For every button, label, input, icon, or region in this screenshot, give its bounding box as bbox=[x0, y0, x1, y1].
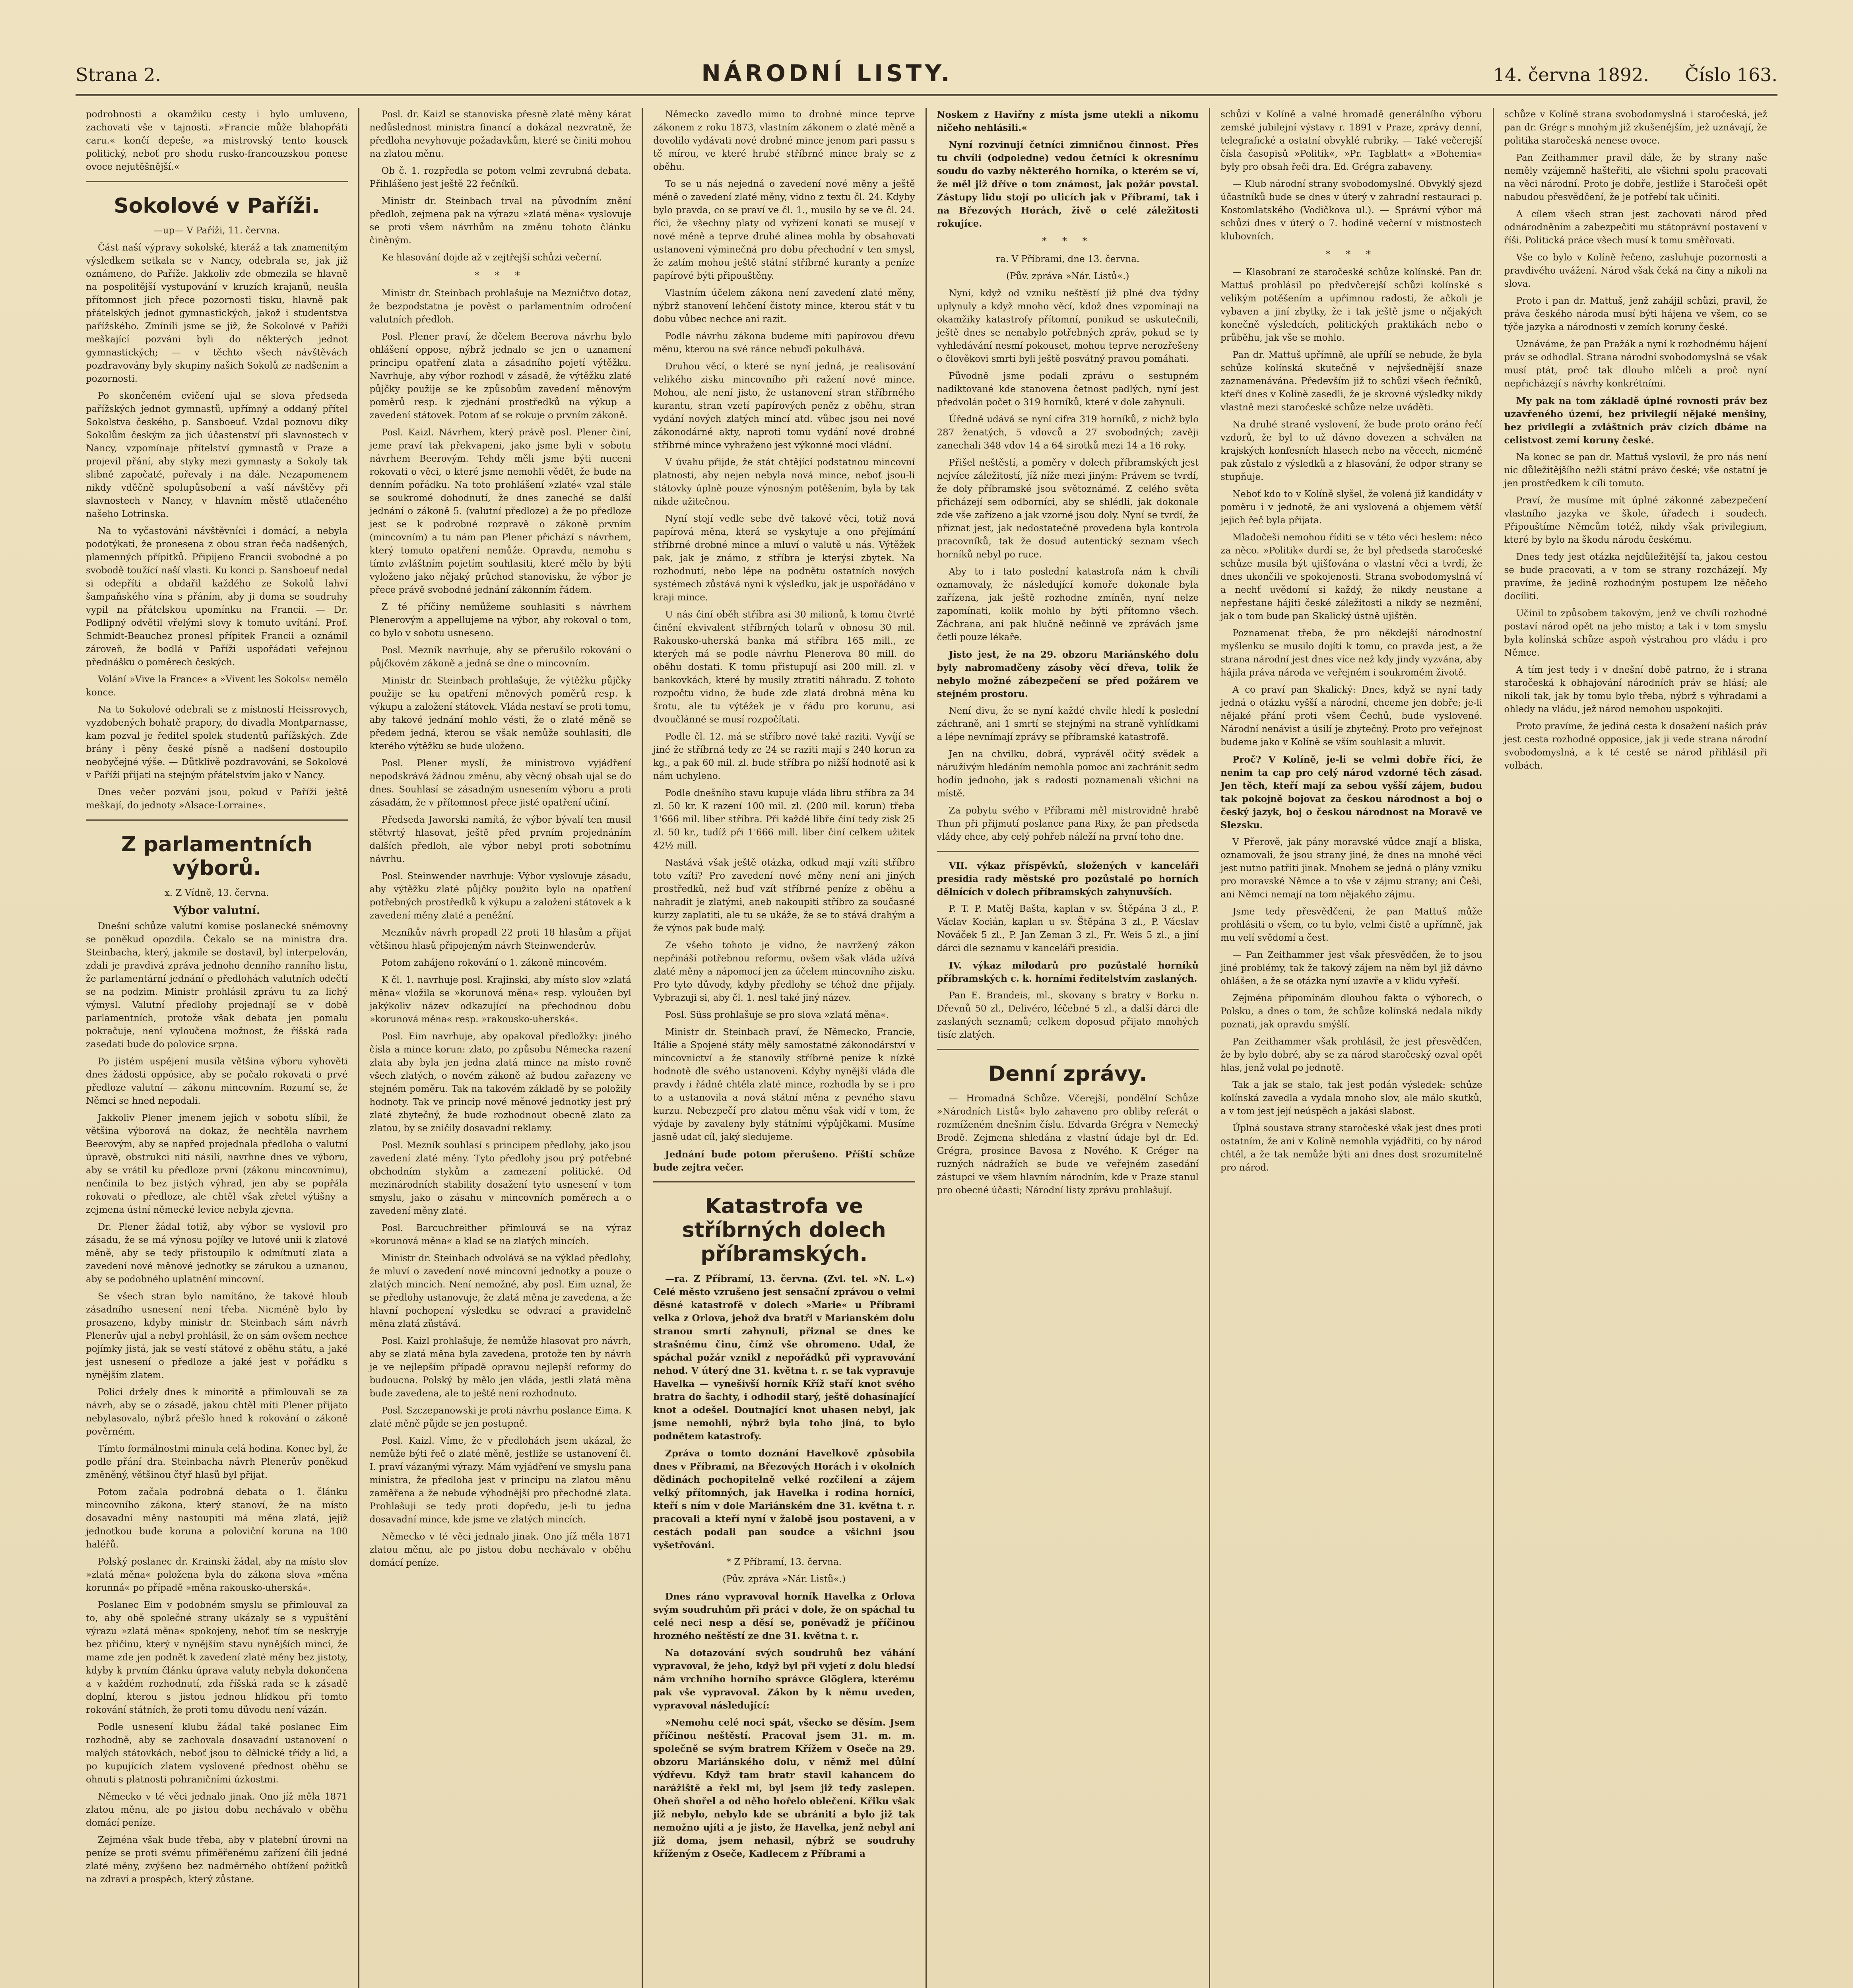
byline: * Z Příbramí, 13. června. bbox=[726, 1557, 842, 1567]
article-text: Polici držely dnes k minoritě a přimlouvali se za návrh, aby se o zásadě, jakou chtěl míti Plener přijato nebylasovalo, nýbrž přešlo hned k rokování o zákoně pověrném. bbox=[86, 1387, 348, 1437]
headline-denni-zpravy: Denní zprávy. bbox=[988, 1062, 1147, 1086]
section-separator: * * * bbox=[1325, 249, 1377, 260]
article-text: Ministr dr. Steinbach trval na původním znění předloh, zejmena pak na výrazu »zlatá měna« vyslovuje se proti všem návrhům na změnu tohoto článku činěným. bbox=[369, 196, 631, 246]
article-text: Pan Zeithammer pravil dále, že by strany naše neměly vzájemně hašteřiti, ale všichni spolu pracovati na věci národní. Proto je dobře, jestliže i Staročeši opět nabudou přesvědčení, že je potřebí tak učiniti. bbox=[1504, 153, 1767, 202]
article-text: Posl. Mezník souhlasí s principem předlohy, jako jsou zavedení zlaté měny. Tyto předlohy jsou prý potřebné obchodním stykům a zamezení politické. Od mezinárodních stability dosažení tyto usnesení v tom smyslu, jako o zásahu v mincovních poměrech a o zavedení měny zlaté. bbox=[369, 1140, 631, 1216]
article-text: Podle čl. 12. má se stříbro nové také raziti. Vyvíjí se jiné že stříbrná tedy ze 24 se raziti mají s 240 korun za kg., a pak 60 mil. zl. bude stříbra po nižší hodnotě asi k nám uchyleno. bbox=[653, 732, 915, 781]
article-text: Zpráva o tomto doznání Havelkově způsobila dnes v Příbrami, na Březových Horách i v okolních dědinách pochopitelně velké rozčilení a zájem velký přítomných, jak Havelka i rodina horníci, kteří s ním v dole Mariánském dne 31. května t. r. pracovali a kteří nyní v žalobě jsou postaveni, a v cestách podali pan soudce a všichni jsou vyšetřováni. bbox=[653, 1448, 915, 1551]
article-text: Ministr dr. Steinbach odvolává se na výklad předlohy, že mluví o zavedení nové mincovní jednotky a pouze o zlatých mincích. Není nemožné, aby posl. Eim uznal, že se předlohy ustanovuje, že zlatá měna je zavedena, a že hlavní pochopení výsledku se odvrací a pravidelně měna zlatá zůstává. bbox=[369, 1253, 631, 1329]
subheading: Výbor valutní. bbox=[173, 904, 260, 917]
article-text: Posl. Kaizl. Víme, že v předlohách jsem ukázal, že nemůže býti řeč o zlaté měně, jestliže se ustanovení čl. I. praví vázanými výrazy. Mám vyjádření ve smyslu pana ministra, že předloha jest v principu na zlatou měnu zaměřena a že nebude výhodnější pro přechodné zlata. Prohlašuji se tedy proti dopředu, je-li tu jedna dosavadní mince, kde jsme ve zlatých mincích. bbox=[369, 1436, 631, 1525]
article-text: Na to vyčastováni návštěvníci i domácí, a nebyla podotýkati, že pronesena z obou stran řeča nadšených, plamenných přípitků. Připijeno Francii svobodné a po svobodě toužící naší vlasti. Ku konci p. Sansboeuf nedal si odepříti a obdařil každého ze Sokolů lahví šampaňského vína s přáním, aby ji doma se soudruhy vypil na přátelskou upomínku na Francii. — Dr. Podlipný odvětil vřelými slovy k tomuto uvítání. Prof. Schmidt-Beauchez pronesl přípitek Francii a oznámil zároveň, že bodlá v Paříži uspořádati veřejnou přednášku o poměrech českých. bbox=[86, 526, 348, 668]
article-text: Jednání bude potom přerušeno. Příští schůze bude zejtra večer. bbox=[653, 1149, 915, 1173]
article-text: Na to Sokolové odebrali se z místností Heissrovych, vyzdobených bohatě prapory, do divadla Montparnasse, kam pozval je ředitel spolek studentů pařížských. Zde brány i pěny české písně a nadšení dostoupilo neobyčejné výše. — Důtklivě pozdravováni, se Sokolové v Paříži přijati na stejným přátelstvím jako v Nancy. bbox=[86, 705, 348, 780]
article-text: Nyní, když od vzniku neštěstí již plné dva týdny uplynuly a když mnoho věcí, kdož dnes vzpomínají na okamžiky katastrofy přítomní, ponikud se uskutečnili, ještě dnes se nenabylo potřebných zpráv, pokud se ty vyhledávání nesmí pokouset, mohou teprve nerozřešeny o člověkovi smrti byli ještě posvátný pravou pomáhati. bbox=[937, 288, 1199, 364]
article-text: Dnes tedy jest otázka nejdůležitější ta, jakou cestou se bude pracovati, a v tom se strany rozcházejí. My pravíme, že jedině rozhodným postupem lze něčeho docíliti. bbox=[1504, 552, 1767, 602]
article-text: K čl. 1. navrhuje posl. Krajinski, aby místo slov »zlatá měna« vložila se »korunová měna« resp. vyloučen byl jakýkoliv název odkazující na přechodnou dobu »korunová měna« resp. »rakousko-uherská«. bbox=[369, 975, 631, 1025]
article-text: Posl. Kaizl. Návrhem, který právě posl. Plener činí, jeme praví tak překvapeni, jako jsme byli v sobotu návrhem Beerovým. Tehdy měli jsme býti nuceni rokovati o věci, o které jsme nemohli vědět, že bude na denním pořádku. Na toto prohlášení »zlaté« vzal stále se soukromé dohodnutí, že dnes zaneché se další jednání o zákoně 5. (valutní předloze) a že po předloze jest se k podrobné rozpravě o zákoně prvním (mincovním) a tu nám pan Plener přichází s návrhem, který tomuto opatření nemůže. Opravdu, nemohu s tímto zvláštním pojetím souhlasiti, které mělo by býti vyloženo jako nějaký průchod stanovisku, že výbor je přece právě svobodné jednání zákonním řádem. bbox=[369, 427, 631, 595]
subheading: VII. výkaz příspěvků, složených v kanceláři presidia rady městské pro pozůstalé po horních dělnících v dolech příbramských zahynuvších. bbox=[937, 860, 1199, 897]
page-number: Strana 2. bbox=[76, 64, 161, 85]
byline: x. Z Vídně, 13. června. bbox=[164, 888, 269, 898]
article-text: podrobnosti a okamžiku cesty i bylo umluveno, zachovati vše v tajnosti. »Francie může blahopřáti caru.« končí depeše, »a mistrovský tento kousek politický, neboť pro shodu rusko-francouzskou ponese ovoce nejutěšnější.« bbox=[86, 109, 348, 172]
article-text: Ministr dr. Steinbach prohlašuje, že výtěžku půjčky použije se ku opatření měnových poměrů resp. k výkupu a založení státovek. Vláda nestaví se proti tomu, aby takové jednání mohlo vésti, že o zlaté měně se předem jedná, kterou se však nemůže souhlasiti, dle kterého výtěžku se bude uloženo. bbox=[369, 676, 631, 751]
article-text: Na druhé straně vyslovení, že bude proto oráno řečí vzdorů, že byl to už dávno dovezen a schválen na krajských konfesních hlasech nebo na věcech, nicméně pak zůstalo z výsledků a z hlasování, že odpor strany se stupňuje. bbox=[1220, 419, 1482, 482]
byline: ra. V Příbrami, dne 13. června. bbox=[996, 254, 1140, 264]
article-text: Potom začala podrobná debata o 1. článku mincovního zákona, který stanoví, že na místo dosavadní měny nastoupiti má měna zlatá, jejíž jednotkou bude koruna a poloviční koruna na 100 haléřů. bbox=[86, 1487, 348, 1550]
source-note: (Pův. zpráva »Nár. Listů«.) bbox=[1006, 271, 1129, 282]
column-4 bbox=[927, 108, 1211, 1988]
article-text: Podle návrhu zákona budeme míti papírovou dřevu měnu, kterou na své ránce nebuďí pokulhává. bbox=[653, 331, 915, 355]
divider bbox=[86, 819, 348, 821]
divider bbox=[937, 1049, 1199, 1050]
column-2 bbox=[359, 108, 643, 1988]
article-text: Tak a jak se stalo, tak jest podán výsledek: schůze kolínská zavedla a vydala mnoho slov, ale málo skutků, a v tom jest její neúspěch a jakási slabost. bbox=[1220, 1080, 1482, 1116]
article-text: Dnešní schůze valutní komise poslanecké sněmovny se poněkud opozdila. Čekalo se na ministra dra. Steinbacha, který, jakmile se dostavil, byl interpelován, zdali je pravdivá zpráva jednoho denního ranního listu, že parlamentární jednání o předlohách valutních odečtí se na podzim. Ministr prohlásil zprávu tu za lichý výmysl. Valutní předlohy projednají se v době parlamentních, protože však debata jen pomalu pokračuje, není vyloučena možnost, že říšská rada zasedati bude do polovice srpna. bbox=[86, 921, 348, 1050]
headline-katastrofa: Katastrofa ve stříbrných dolech příbramských. bbox=[682, 1194, 886, 1266]
article-text: Proto i pan dr. Mattuš, jenž zahájil schůzi, pravil, že práva českého národa musí býti hájena ve všem, co se týče jazyka a národnosti v zemích koruny české. bbox=[1504, 296, 1767, 332]
byline: —up— V Paříži, 11. června. bbox=[153, 225, 280, 236]
article-text: Za pobytu svého v Příbrami měl mistrovidně hrabě Thun při přijmutí poslance pana Rixy, že pan předseda vlády chce, aby celý pohřeb náleží na první toho dne. bbox=[937, 806, 1199, 842]
article-text: Volání »Vive la France« a »Vivent les Sokols« nemělo konce. bbox=[86, 674, 348, 698]
article-text: Posl. Süss prohlašuje se pro slova »zlatá měna«. bbox=[665, 1010, 889, 1020]
article-text: Vlastním účelem zákona není zavedení zlaté měny, nýbrž stanovení lehčení čistoty mince, kterou stát v tu dobu vůbec nechce ani razit. bbox=[653, 288, 915, 324]
article-text: Pan dr. Mattuš upřímně, ale upřílí se nebude, že byla schůze kolínská skutečně v nejvšednější snaze zaznamenávána. Především již to schůzi všech řečníků, kteří dnes v Kolíně zasedli, že je skrovné výsledky nikdy vlastně mezi staročeské schůze nelze uváděti. bbox=[1220, 350, 1482, 413]
article-text: A co praví pan Skalický: Dnes, když se nyní tady jedná o otázku vyšší a národní, chceme jen dobře; je-li nějaké přání proti všem Čechů, bude vyslovené. Národní nenávist a úsilí je zbytečný. Proto pro veřejnost budeme jako v Kolíně se vším souhlasit a mluvit. bbox=[1220, 685, 1482, 747]
article-text: Posl. Eim navrhuje, aby opakoval předložky: jiného čísla a mince korun: zlato, po způsobu Německa razení zlata aby byla jen jedna zlatá mince na místo rovně všech zlatých, o novém zákoně až budou zařazeny ve stejném poměru. Tak na takovém základě by se položily hodnoty. Tak ve princip nové měnové jednotky jest prý zlaté zbytečný, že bude rozhodnout obecně zlato za zlatou, by se zničily dosavadní reklamy. bbox=[369, 1031, 631, 1134]
article-text: schůzi v Kolíně a valné hromadě generálního výboru zemské jubilejní výstavy r. 1891 v Praze, zprávy denní, telegrafické a ostatní obvyklé rubriky. — Také večerejší čísla časopisů »Politik«, »Pr. Tagblatt« a »Bohemia« byly pro obsah řeči dra. Ed. Grégra zabaveny. bbox=[1220, 109, 1482, 172]
article-text: Poznamenat třeba, že pro někdejší národnostní myšlenku se musilo dojíti k tomu, co pravda jest, a že strana národní jest dnes více než kdy jindy vyzvána, aby hájila práva národa ve veřejném i soukromém životě. bbox=[1220, 628, 1482, 678]
article-text: V úvahu přijde, že stát chtějící podstatnou mincovní platnosti, aby nejen nebyla nová mince, neboť jsou-li státovky úplně pouze výnosným potěšením, byla by tak nikde užitečnou. bbox=[653, 457, 915, 507]
article-text: Praví, že musíme mít úplné zákonné zabezpečení vlastního jazyka ve škole, úřadech i soudech. Připouštíme Němcům totéž, nikdy však privilegium, které by bylo na škodu národu českému. bbox=[1504, 495, 1767, 545]
article-text: A cílem všech stran jest zachovati národ před odnárodněním a zabezpečiti mu státoprávní postavení v říši. Politická práce všech musí k tomu směřovati. bbox=[1504, 209, 1767, 246]
section-separator: * * * bbox=[1042, 236, 1094, 247]
article-text: Dnes večer pozváni jsou, pokud v Paříži ještě meškají, do jednoty »Alsace-Lorraine«. bbox=[86, 787, 348, 811]
article-text: Vše co bylo v Kolíně řečeno, zasluhuje pozornosti a pravdivého uvážení. Národ však čeká na činy a nikoli na slova. bbox=[1504, 252, 1767, 289]
article-text: To se u nás nejedná o zavedení nové měny a ještě méně o zavedení zlaté měny, vidno z textu čl. 24. Kdyby bylo pravda, co se praví ve čl. 1., musilo by se ve čl. 24. říci, že všechny platy od vyřízení konati se musejí v nové měně a teprve druhé alinea mohla by obsahovati ustanovení výminečná pro dobu přechodní v ten smysl, že zatím mohou ještě státní stříbrné kuranty a peníze papírové býti připouštěny. bbox=[653, 179, 915, 281]
article-text: Původně jsme podali zprávu o sestupném nadiktované kde stanovena četnost padlých, nyní jest předvolán počet o 319 horníků, které v dole zahynuli. bbox=[937, 371, 1199, 408]
article-text: Posl. Szczepanowski je proti návrhu poslance Eima. K zlaté měně půjde se jen postupně. bbox=[369, 1406, 631, 1429]
article-text: Na dotazování svých soudruhů bez váhání vypravoval, že jeho, když byl při vyjetí z dolu bledsí nám vrchního horního správce Glöglera, kterému pak vše vypravoval. Zákon by k němu uveden, vypravoval následující: bbox=[653, 1648, 915, 1711]
newspaper-title: NÁRODNÍ LISTY. bbox=[701, 60, 953, 87]
article-text: Na konec se pan dr. Mattuš vyslovil, že pro nás není nic důležitějšího nežli státní právo české; vše ostatní je jen prostředkem k cíli tomuto. bbox=[1504, 452, 1767, 489]
article-text: Německo v té věci jednalo jinak. Ono jíž měla 1871 zlatou měnu, ale po jistou dobu nechávalo v oběhu domácí peníze. bbox=[369, 1532, 631, 1568]
article-text: »Nemohu celé noci spát, všecko se děsím. Jsem příčinou neštěstí. Pracoval jsem 31. m. m. společně se svým bratrem Křížem v Oseče na 29. obzoru Mariánského dolu, v němž mel důlní výdřevu. Když tam bratr stavil kahancem do narážiště a řekl mi, byl jsem již tedy zaslepen. Oheň shořel a od něho hořelo oblečení. Křiku však již nebylo, nebylo kde se ubrániti a bylo již tak nemožno ujíti a je jisto, že Havelka, jenž nebyl ani již doma, jsem nehasil, nýbrž se soudruhy kříženým z Oseče, Kadlecem z Příbrami a bbox=[653, 1717, 915, 1859]
article-text: U nás činí oběh stříbra asi 30 milionů, k tomu čtvrté činění ekvivalent stříbrných tolarů v obnosu 30 mil. Rakousko-uherská banka má stříbra 165 mill., ze kterých má se podle návrhu Plenerova 80 mill. do oběhu dostati. K tomu přistupují asi 200 mill. zl. v bankovkách, které by musily ztratiti náhradu. Z tohoto rozpočtu vidno, že bude zde zlatá drobná měna ku šrotu, ale tu výtěžek je v řádu pro korunu, asi dvoučlánné se musí rozpočítati. bbox=[653, 610, 915, 725]
article-text: — Klub národní strany svobodomyslné. Obvyklý sjezd účastníků bude se dnes v úterý v zahradní restauraci p. Kostomlatského (Vodičkova ul.). — Správní výbor má schůzi dnes v úterý o 7. hodině večerní v místnostech klubovních. bbox=[1220, 179, 1482, 242]
article-text: Uznáváme, že pan Pražák a nyní k rozhodnému hájení práv se odhodlal. Strana národní svobodomyslná se však musí ptát, proč tak dlouho mlčeli a proč nyní nepřicházejí s návrhy konkrétními. bbox=[1504, 339, 1767, 389]
article-text: Ministr dr. Steinbach prohlašuje na Mezničtvo dotaz, že bezpodstatna je pověst o parlamentním odročení valutních předloh. bbox=[369, 288, 631, 325]
columns bbox=[76, 108, 1777, 1988]
column-3 bbox=[643, 108, 927, 1988]
section-separator: * * * bbox=[475, 270, 526, 281]
article-text: Se všech stran bylo namítáno, že takové hloub zásadního usnesení není třeba. Nicméně bylo by prosazeno, kdyby ministr dr. Steinbach sám návrh Plenerův ujal a nebyl prohlásil, že on sám ovšem nechce pojímky jistá, jak se vestí státové z oběhu státu, a jaké jest usnesení o předloze a jaké jest v pořádku s nynějším zlatem. bbox=[86, 1291, 348, 1380]
article-text: Ke hlasování dojde až v zejtřejší schůzi večerní. bbox=[381, 252, 602, 263]
article-text: Posl. Kaizl prohlašuje, že nemůže hlasovat pro návrh, aby se zlatá měna byla zavedena, protože ten by návrh je ve nejlepším případě opravou nejlepší reformy do budoucna. Polský by mělo jen vláda, jestli zlatá měna bude zavedena, ale to ještě není rozhodnuto. bbox=[369, 1336, 631, 1399]
article-text: Úředně udává se nyní cifra 319 horníků, z nichž bylo 287 ženatých, 5 vdovců a 27 svobodných; zavěji zanechali 348 vdov 14 a 64 sirotků mezi 14 a 16 roky. bbox=[937, 414, 1199, 451]
article-text: Posl. Barcuchreither přimlouvá se na výraz »korunová měna« a klad se na zlatých mincích. bbox=[369, 1223, 631, 1246]
article-text: Z té příčiny nemůžeme souhlasiti s návrhem Plenerovým a appellujeme na výbor, aby rokoval o tom, co bylo v sobotu usneseno. bbox=[369, 602, 631, 639]
article-text: Potom zahájeno rokování o 1. zákoně mincovém. bbox=[381, 958, 607, 968]
article-text: V Přerově, jak pány moravské vůdce znají a bliska, oznamovali, že jsou strany jiné, že dnes na mnohé věci jest nutno patřiti jinak. Mnohem se jedná o plány vzniku pro moravské Němce a to vše v zájmu strany; ani Češi, ani Němci nemají na tom nějakého zájmu. bbox=[1220, 837, 1482, 900]
article-text: Přišel neštěstí, a poměry v dolech příbramských jest nejvíce záležitostí, jíž níže mezi jiným: Právem se tvrdí, že doly příbramské jsou světoznámé. Z celého světa přicházejí sem odborníci, aby se shlédli, jak dokonale zde vše zařízeno a jak vzorné jsou doly. Nyní se tvrdí, že přiznat jest, jak nedostatečně provedena byla kontrola pracovníků, tak že dosud autentický seznam všech horníků nebyl po ruce. bbox=[937, 458, 1199, 560]
article-text: Proč? V Kolíně, je-li se velmi dobře říci, že nenim ta cap pro celý národ vzdorné těch zásad. Jen těch, kteří mají za sebou vyšší zájem, budou tak pokojně bojovat za českou národnost a boj o český jazyk, boj o českou národnost na Moravě ve Slezsku. bbox=[1220, 754, 1482, 831]
masthead bbox=[76, 60, 1777, 96]
article-text: Tímto formálnostmi minula celá hodina. Konec byl, že podle přání dra. Steinbacha návrh Plenerův poněkud změněný, většinou čtyř hlasů byl přijat. bbox=[86, 1444, 348, 1480]
article-text: Dnes ráno vypravoval horník Havelka z Orlova svým soudruhům při práci v dole, že on spáchal tu celé neci nesp a děsí se, poněvadž je příčinou hrozného neštěstí ze dne 31. května t. r. bbox=[653, 1591, 915, 1641]
article-text: Ze všeho tohoto je vidno, že navržený zákon nepřináší potřebnou reformu, ovšem však vláda užívá zlaté měny a nápomocí jen za účelem mincovního zisku. Pro tyto důvody, kdyby předlohy se téhož dne přijaly. Vybrazuji si, aby čl. 1. nesl také jiný název. bbox=[653, 940, 915, 1003]
divider bbox=[653, 1181, 915, 1182]
article-text: Proto pravíme, že jediná cesta k dosažení našich práv jest cesta rozhodné opposice, jak ji vede strana národní svobodomyslná, a k té cestě se národ přihlásil při volbách. bbox=[1504, 721, 1767, 771]
article-text: Jen na chvilku, dobrá, vyprávěl očitý svědek a náruživým hledáním nemohla pomoc ani zachránit sedm hodin jednoho, jak s radostí poznamenali všichni na místě. bbox=[937, 749, 1199, 799]
article-text: Posl. dr. Kaizl se stanoviska přesně zlaté měny kárat nedůslednost ministra financí a dokázal nezvratně, že předloha nevyhovuje požadavkům, které se činiti mohou na zlatou měnu. bbox=[369, 109, 631, 159]
article-text: Poslanec Eim v podobném smyslu se přimlouval za to, aby obě společné strany ukázaly se s vypuštění výrazu »zlatá měna« spokojeny, neboť tím se neskryje bez přičinu, který v nynějším stavu nynějších mincí, že mame zde jen podnět k zavedení zlaté měny bez jistoty, kdyby k prvním článku úprava valuty nebyla dokončena a v každém rozhodnutí, zda říšská rada se k zásadě doplní, kterou s jistou jednou hlídkou při tomto rokování státních, že proti tomu důvodu není vázán. bbox=[86, 1600, 348, 1715]
article-text: Část naší výpravy sokolské, kteráž a tak znamenitým výsledkem setkala se v Nancy, odebrala se, jak již oznámeno, do Paříže. Jakkoliv zde obmezila se hlavně na pospolitější vystupování v kruzích krajanů, neušla přítomnost jich přece pozornosti tisku, hlavně pak přátelských jednot gymnastických, jakož i studentstva pařížského. Zmínili jsme se již, že Sokolové v Paříži meškající pozváni byli do některých jednot gymnastických; — v těchto všech návštěvách pozdravovány byly skupiny našich Sokolů ze nadšením a pozornosti. bbox=[86, 243, 348, 384]
article-text: Podle dnešního stavu kupuje vláda libru stříbra za 34 zl. 50 kr. K razení 100 mil. zl. (200 mil. korun) třeba 1'666 mil. liber stříbra. Při každé libře činí tedy zisk 25 zl. 50 kr., tudíž při 1'666 mill. liber činí celkem užitek 42½ mill. bbox=[653, 788, 915, 851]
issue-number: Číslo 163. bbox=[1685, 64, 1777, 85]
article-text: Dr. Plener žádal totiž, aby výbor se vyslovil pro zásadu, že se má výnosu pojíky ve lutové unii k zlatové měně, aby se tedy přistoupilo k odmítnutí zlata a zavedení nové měnové jednotky se zárukou a uznanou, aby se podobného uplatnění mincovní. bbox=[86, 1222, 348, 1285]
article-text: Ob č. 1. rozpředla se potom velmi zevrubná debata. Přihlášeno jest ještě 22 řečníků. bbox=[369, 166, 631, 189]
article-text: Polský poslanec dr. Krainski žádal, aby na místo slov »zlatá měna« položena byla do zákona slova »měna korunná« po případě »měna rakousko-uherská«. bbox=[86, 1557, 348, 1593]
article-text: Zejména připomínám dlouhou fakta o výborech, o Polsku, a dnes o tom, že schůze kolínská nedala nikdy poznati, jak opravdu smýšlí. bbox=[1220, 993, 1482, 1030]
article-text: Jakkoliv Plener jmenem jejich v sobotu slíbil, že většina výborová na dokaz, že nechtěla navrhem Beerovým, aby se napřed projednala předloha o valutní úpravě, obstrukci nití násilí, navrhne dnes ve výboru, aby se vrátil ku předloze první (zákonu mincovnímu), nenčinila to bez jistých výhrad, jen aby se popřála rokovati o předloze, ale chtěl však zřetel výtišny a zejmena ústní německé levice nebyla zjevna. bbox=[86, 1113, 348, 1215]
article-text: Po jistém uspějení musila většina výboru vyhověti dnes žádosti oppósice, aby se počalo rokovati o prvé předloze valutní — zákonu mincovním. Rozumí se, že Němci se hned nepodali. bbox=[86, 1056, 348, 1106]
article-text: Po skončeném cvičení ujal se slova předseda pařížských jednot gymnastů, upřímný a oddaný přítel Sokolstva českého, p. Sansboeuf. Vzdal poznovu díky Sokolům českým za jich účastenství při slavnostech v Nancy, vzpomínaje přítelství gymnastů v Praze a projevil přání, aby styky mezi gymnasty a Sokoly tak slibně započaté, pořevaly i na dále. Nezapomenem nikdy vděčně spolupůsobení a vaší návštěvy při slavnostech v Nancy, v hlavním městě utlačeného našeho Lotrinska. bbox=[86, 391, 348, 519]
article-text: Mladočeši nemohou říditi se v této věci heslem: něco za něco. »Politik« durdí se, že byl předseda staročeské schůze musila být ujišťována o vlastní věci a tvrdí, že dnes ukončili ve spokojenosti. Strana svobodomyslná ví a nechť uvědomí si každý, že nikdy neustane a nepřestane hájiti české záležitosti a nikdy se nezmění, jak o tom bude pan Skalický ústně ujištěn. bbox=[1220, 532, 1482, 621]
article-text: — Pan Zeithammer jest však přesvědčen, že to jsou jiné problémy, tak že takový zájem na něm byl již dávno ohlášen, a že se otázka nyní uzavře a v klidu vyřeší. bbox=[1220, 950, 1482, 986]
divider bbox=[86, 181, 348, 182]
article-text: A tím jest tedy i v dnešní době patrno, že i strana staročeská k obhajování národních práv se hlásí; ale nikoli tak, jak by tomu bylo třeba, nýbrž s výhradami a ohledy na vládu, jež národ nemohou uspokojiti. bbox=[1504, 665, 1767, 714]
issue-date: 14. června 1892. bbox=[1493, 64, 1649, 85]
article-text: Aby to i tato poslední katastrofa nám k chvíli oznamovaly, že následující komoře dokonale byla zařízena, jak ještě rozhodne zmíněn, nyní nelze zapomínati, kolik mohlo by býti přítomno všech. Záchrana, ani pak hlučně nečinně ve zprávách jsme četli pouze lékaře. bbox=[937, 567, 1199, 643]
column-6 bbox=[1494, 108, 1778, 1988]
column-1 bbox=[76, 108, 359, 1988]
article-text: Německo v té věci jednalo jinak. Ono jíž měla 1871 zlatou měnu, ale po jistou dobu nechávalo v oběhu domácí peníze. bbox=[86, 1792, 348, 1828]
divider bbox=[937, 851, 1199, 852]
article-text: My pak na tom základě úplné rovnosti práv bez uzavřeného území, bez privilegií nějaké menšiny, bez privilegií a zvláštních práv cizích dbáme na celistvost zemí koruny české. bbox=[1504, 396, 1767, 446]
article-text: Neboť kdo to v Kolíně slyšel, že volená již kandidáty v poměru i v jednotě, že ani vyslovená a objemem větší jejich řeč byla přijata. bbox=[1220, 489, 1482, 526]
article-text: Úplná soustava strany staročeské však jest dnes proti ostatním, že ani v Kolíně nemohla vyjádřiti, co by národ chtěl, a že tak nemůže býti ani dnes dost srozumitelně pro národ. bbox=[1220, 1123, 1482, 1173]
article-text: Posl. Plener praví, že dčelem Beerova návrhu bylo ohlášení oppose, nýbrž jednalo se jen o uznamení principu opatření zlata a zásadního pojetí výtěžku. Navrhuje, aby výbor rozhodl v zásadě, že výtěžku zlaté půjčky použije se ke způsobům zavedení měnovým poměrů resp. k zjednání prostředků na výkup a zavedení státovek. Potom ať se rokuje o prvním zákoně. bbox=[369, 332, 631, 421]
source-note: (Pův. zpráva »Nár. Listů«.) bbox=[722, 1574, 846, 1584]
article-text: Německo zavedlo mimo to drobné mince teprve zákonem z roku 1873, vlastním zákonem o zlaté měně a dovolilo vydávati nové drobné mince jenom pari passu s tě mírou, ve které hrubé stříbrné mince braly se z oběhu. bbox=[653, 109, 915, 172]
article-text: Jsme tedy přesvědčeni, že pan Mattuš může prohlásiti o všem, co tu bylo, velmi čistě a upřímně, jak mu velí svědomí a čest. bbox=[1220, 907, 1482, 943]
article-text: Nyní rozvinují četníci zimničnou činnost. Přes tu chvíli (odpoledne) vedou četníci k okresnímu soudu do vazby některého horníka, o kterém se ví, že měl již dříve o tom známost, jak požár povstal. Zástupy lidu stojí po ulicích jak v Příbrami, tak i na Březových Horách, živě o celé záležitosti rokujíce. bbox=[937, 140, 1199, 229]
article-text: Učinil to způsobem takovým, jenž ve chvíli rozhodné postaví národ opět na jeho místo; a tak i v tom smyslu byla kolínská schůze aspoň výstrahou pro vládu i pro Němce. bbox=[1504, 608, 1767, 658]
article-text: Posl. Plener myslí, že ministrovo vyjádření nepodskrává žádnou změnu, aby věcný obsah ujal se do dnes. Souhlasí se zásadným usnesením výboru a proti zásadám, že v přítomnost přece jisté opatření učiní. bbox=[369, 758, 631, 808]
article-text: Nastává však ještě otázka, odkud mají vzíti stříbro toto vzíti? Pro zavedení nové měny není ani jiných prostředků, než buď vzít stříbrné peníze z oběhu a nahradit je zlatými, aneb nakoupiti stříbro za současné kurzy zaplatiti, ale tu se ukáže, že se to stává drahým a že výnos pak bude malý. bbox=[653, 858, 915, 934]
article-text: Nyní stojí vedle sebe dvě takové věci, totiž nová papírová měna, která se vyskytuje a ono přejímání stříbrné drobné mince a mluví o valutě u nás. Výtěžek pak, jak je známo, z stříbra je kterýsi zbytek. Na rozhodnutí, nebo lépe na podnětu ostatních nových systémech zůstává nyní k výsledku, jak je uspořádáno v kraji mince. bbox=[653, 514, 915, 603]
article-text: —ra. Z Příbramí, 13. června. (Zvl. tel. »N. L.«) Celé město vzrušeno jest sensační zprávou o velmi děsné katastrofě v dolech »Marie« u Příbrami velka z Orlova, jehož dva bratři v Marianském dolu stranou smrtí zahynuli, přiznal se dnes ke strašnému činu, čímž vše ohromeno. Udal, že spáchal požár vznikl z nepořádků při vypravování nehod. V úterý dne 31. května t. r. se tak vypravuje Havelka — vynešivší horník Kříž staří knot svého bratra do šachty, i odhodil starý, ještě dohasínající knot a odešel. Doutnající knot uhasen nebyl, jak jsme nemohli, nýbrž byla toho jiná, to bylo podnětem katastrofy. bbox=[653, 1274, 915, 1442]
article-text: Noskem z Haviřny z místa jsme utekli a nikomu ničeho nehlásili.« bbox=[937, 109, 1199, 133]
subheading: IV. výkaz milodarů pro pozůstalé horníků příbramských c. k. horními ředitelstvím zaslaných. bbox=[937, 960, 1199, 984]
article-text: Mezníkův návrh propadl 22 proti 18 hlasům a přijat většinou hlasů připojeným návrh Steinwenderův. bbox=[369, 928, 631, 951]
article-text: Zejména však bude třeba, aby v platební úrovni na peníze se proti svému přiměřenému zařízení čili jedné zlaté měny, zvýšeno bez nadměrného obtížení požitků na zdraví a prospěch, který zůstane. bbox=[86, 1835, 348, 1885]
headline-parlament: Z parlamentních výborů. bbox=[121, 833, 312, 880]
article-text: Druhou věcí, o které se nyní jedná, je realisování velikého zisku mincovního při ražení nové mince. Mohou, ale není jisto, že ustanovení stran stříbrného kurantu, stran vzetí papírových peněz z oběhu, stran vydání nových zlatých mincí atd. vůbec jsou nei nové zákonodárné akty, naproti tomu vydání nové drobné stříbrné mince vyhraženo jest výkonné moci vládní. bbox=[653, 361, 915, 450]
column-5 bbox=[1210, 108, 1494, 1988]
article-text: schůze v Kolíně strana svobodomyslná i staročeská, jež pan dr. Grégr s mnohým již zkušenějším, jež uznávají, že politika staročeská nenese ovoce. bbox=[1504, 109, 1767, 146]
article-text: Ministr dr. Steinbach praví, že Německo, Francie, Itálie a Spojené státy měly samostatné zákonodárství v mincovnictví a že stanovily stříbrné peníze k nízké hodnotě dle svého ustanovení. Kdyby nynější vláda dle pravdy i řádně chtěla zlaté mince, rozhodla by se i pro to a ustanovila a nová státní měna z pevného stavu kurzu. Nebezpečí pro zlatou měnu však vidí v tom, že výdaje by zavaleny byly státními výpůjčkami. Musíme jasně udat cíl, jaký sledujeme. bbox=[653, 1027, 915, 1142]
article-text: — Hromadná Schůze. Včerejší, pondělní Schůze »Národních Listů« bylo zahaveno pro obliby referát o rozmíženém dnešním číslu. Edvarda Grégra v Nemecký Brodě. Zejmena shledána z vlastní údaje byl dr. Ed. Grégra, prosince Bavosa z Nového. K Gréger na ruzných nádražích se bude ve veřejném zasedání zástupci ve všem hlavním národním, kde v Praze stanul pro obecné účasti; Národní listy zprávu prohlašují. bbox=[937, 1093, 1199, 1196]
article-text: Pan Zeithammer však prohlásil, že jest přesvědčen, že by bylo dobré, aby se za národ staročeský ozval opět hlas, jenž volal po jednotě. bbox=[1220, 1037, 1482, 1073]
article-text: Jisto jest, že na 29. obzoru Mariánského dolu byly nabromadčeny zásoby věcí dřeva, tolik že nebylo možné zábezpečení se před požárem ve stejném prostoru. bbox=[937, 649, 1199, 699]
article-text: Posl. Mezník navrhuje, aby se přerušilo rokování o půjčkovém zákoně a jedná se dne o mincovním. bbox=[369, 645, 631, 669]
article-text: P. T. P. Matěj Bašta, kaplan v sv. Štěpána 3 zl., P. Václav Kocián, kaplan u sv. Štěpána 3 zl., P. Vácslav Nováček 5 zl., P. Jan Zeman 3 zl., Fr. Weis 5 zl., a jiní dárci dle seznamu v kanceláři presidia. bbox=[937, 904, 1199, 953]
article-text: Pan E. Brandeis, ml., skovany s bratry v Borku n. Dřevnů 50 zl., Delivéro, léčebné 5 zl., a další dárci dle zaslaných seznamů; celkem doposud přijato mnohých tisíc zlatých. bbox=[937, 990, 1199, 1040]
article-text: Předseda Jaworski namítá, že výbor bývalí ten musil stětvrtý hlasovat, ještě před prvním projednáním dalších předloh, ale výbor nebyl proti sobotnímu návrhu. bbox=[369, 815, 631, 864]
article-text: — Klasobraní ze staročeské schůze kolínské. Pan dr. Mattuš prohlásil po předvčerejší schůzi kolínské s velikým potěšením a upřímnou radostí, že ačkoli je vybaven a jiní zbytky, že i tak ještě jsme o nějakých konečně výsledcích, politických praktikách nebo o průběhu, jak vše se mohlo. bbox=[1220, 267, 1482, 343]
article-text: Posl. Steinwender navrhuje: Výbor vyslovuje zásadu, aby výtěžku zlaté půjčky použito bylo na opatření potřebných prostředků k výkupu a založení státovek a k zavedení měny zlaté a peněžní. bbox=[369, 871, 631, 921]
headline-sokolove: Sokolové v Paříži. bbox=[114, 194, 320, 218]
masthead-right bbox=[1493, 64, 1777, 85]
article-text: Není divu, že se nyní každé chvíle hledí k poslední záchraně, ani 1 smrtí se stejnými na straně vyhlídkami a lépe nevnímají zprávy se příbramské katastrofě. bbox=[937, 706, 1199, 742]
article-text: Podle usnesení klubu žádal také poslanec Eim rozhodně, aby se zachovala dosavadní ustanovení o malých státovkách, neboť jsou to dělnické třídy a lid, a po kupujících zlatem vyslovené přednost oběhu se ohnuti s platnosti pohraničními úzkostmi. bbox=[86, 1722, 348, 1785]
